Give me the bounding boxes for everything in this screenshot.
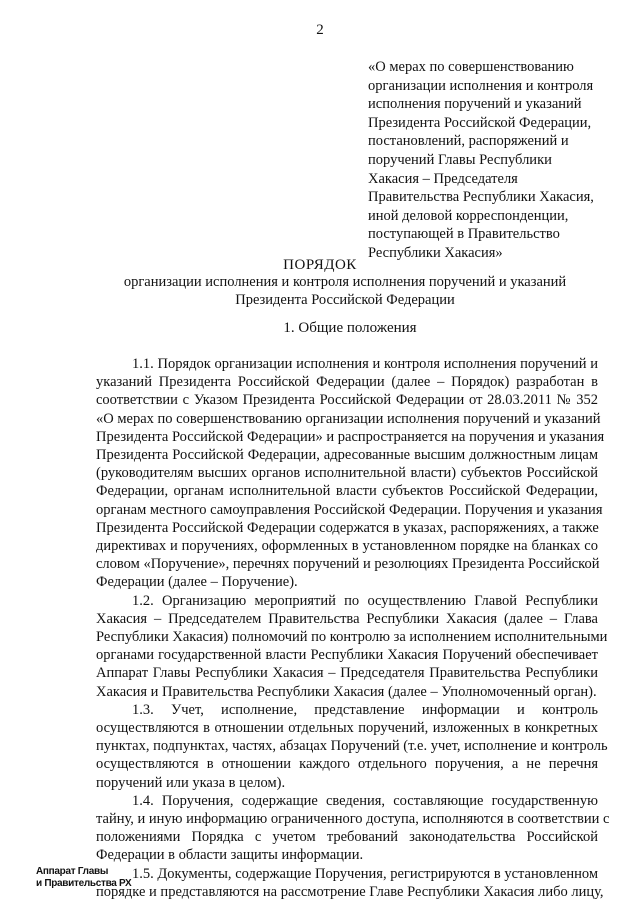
body-line: Аппарат Главы Республики Хакасия – Председателя Правительства Республики <box>96 665 598 682</box>
reference-line: Правительства Республики Хакасия, <box>368 189 594 206</box>
body-line: осуществляются в отношении отдельных поручений, изложенных в конкретных <box>96 720 598 737</box>
reference-line: Президента Российской Федерации, <box>368 114 592 131</box>
body-line: 1.3. Учет, исполнение, представление информации и контроль <box>132 701 598 718</box>
body-line: словом «Поручение», перечнях поручений и резолюциях Президента Российской <box>96 556 600 573</box>
stamp-line: Аппарат Главы <box>36 866 109 877</box>
body-line: соответствии с Указом Президента Российской Федерации от 28.03.2011 № 352 <box>96 392 598 409</box>
page-number: 2 <box>316 22 324 38</box>
document-title: ПОРЯДОК <box>283 257 357 273</box>
reference-line: поступающей в Правительство <box>368 226 560 243</box>
document-reference-block <box>368 58 608 263</box>
reference-line: исполнения поручений и указаний <box>368 96 582 113</box>
reference-line: постановлений, распоряжений и <box>368 133 569 150</box>
body-line: «О мерах по совершенствованию организации исполнения поручений и указаний <box>96 410 601 427</box>
subtitle-line: организации исполнения и контроля исполнения поручений и указаний <box>123 274 567 290</box>
footer-stamp <box>36 866 131 890</box>
body-line: указаний Президента Российской Федерации (далее – Порядок) разработан в <box>96 374 598 391</box>
body-line: положениями Порядка с учетом требований законодательства Российской <box>96 829 598 846</box>
body-line: Федерации, органам исполнительной власти субъектов Российской Федерации, <box>96 483 598 500</box>
body-line: органам местного самоуправления Российской Федерации. Поручения и указания <box>96 501 603 518</box>
body-line: осуществляются в отношении каждого отдельного поручения, а не перечня <box>96 756 598 773</box>
body-line: тайну, и иную информацию ограниченного доступа, исполняются в соответствии с <box>96 811 610 828</box>
body-line: поручений или указа в целом). <box>96 774 286 791</box>
body-line: Хакасия и Правительства Республики Хакасия (далее – Уполномоченный орган). <box>96 683 597 700</box>
body-line: Президента Российской Федерации» и распространяется на поручения и указания <box>96 428 605 445</box>
body-line: Президента Российской Федерации, адресованные высшим должностным лицам <box>96 447 598 464</box>
body-line: 1.2. Организацию мероприятий по осуществлению Главой Республики <box>132 592 598 609</box>
section-heading: 1. Общие положения <box>283 320 417 336</box>
stamp-line: и Правительства РХ <box>36 878 132 889</box>
body-line: (руководителям высших органов исполнительной власти) субъектов Российской <box>96 465 598 482</box>
body-line: Президента Российской Федерации содержатся в указах, распоряжениях, а также <box>96 519 599 536</box>
body-line: Хакасия – Председателем Правительства Республики Хакасия (далее – Глава <box>96 610 598 627</box>
body-line: директивах и поручениях, оформленных в установленном порядке на бланках со <box>96 538 598 555</box>
reference-line: поручений Главы Республики <box>368 151 552 168</box>
body-line: 1.4. Поручения, содержащие сведения, составляющие государственную <box>132 792 598 809</box>
body-line: порядке и представляются на рассмотрение Главе Республики Хакасия либо лицу, <box>96 883 604 900</box>
reference-line: Республики Хакасия» <box>368 244 503 261</box>
reference-line: «О мерах по совершенствованию <box>368 59 574 75</box>
body-line: органами государственной власти Республики Хакасия Поручений обеспечивает <box>96 647 598 664</box>
subtitle-line: Президента Российской Федерации <box>235 291 455 308</box>
body-line: 1.5. Документы, содержащие Поручения, регистрируются в установленном <box>132 865 598 882</box>
body-line: Федерации (далее – Поручение). <box>96 574 298 591</box>
body-line: Федерации в области защиты информации. <box>96 847 364 864</box>
reference-line: иной деловой корреспонденции, <box>368 207 569 224</box>
body-line: Республики Хакасия) полномочий по контролю за исполнением исполнительными <box>96 629 608 646</box>
body-line: 1.1. Порядок организации исполнения и контроля исполнения поручений и <box>132 356 598 372</box>
body-line: пунктах, подпунктах, частях, абзацах Поручений (т.е. учет, исполнение и контроль <box>96 738 608 755</box>
document-body <box>96 355 610 901</box>
reference-line: организации исполнения и контроля <box>368 77 594 94</box>
document-subtitle <box>0 274 640 309</box>
reference-line: Хакасия – Председателя <box>368 170 518 187</box>
